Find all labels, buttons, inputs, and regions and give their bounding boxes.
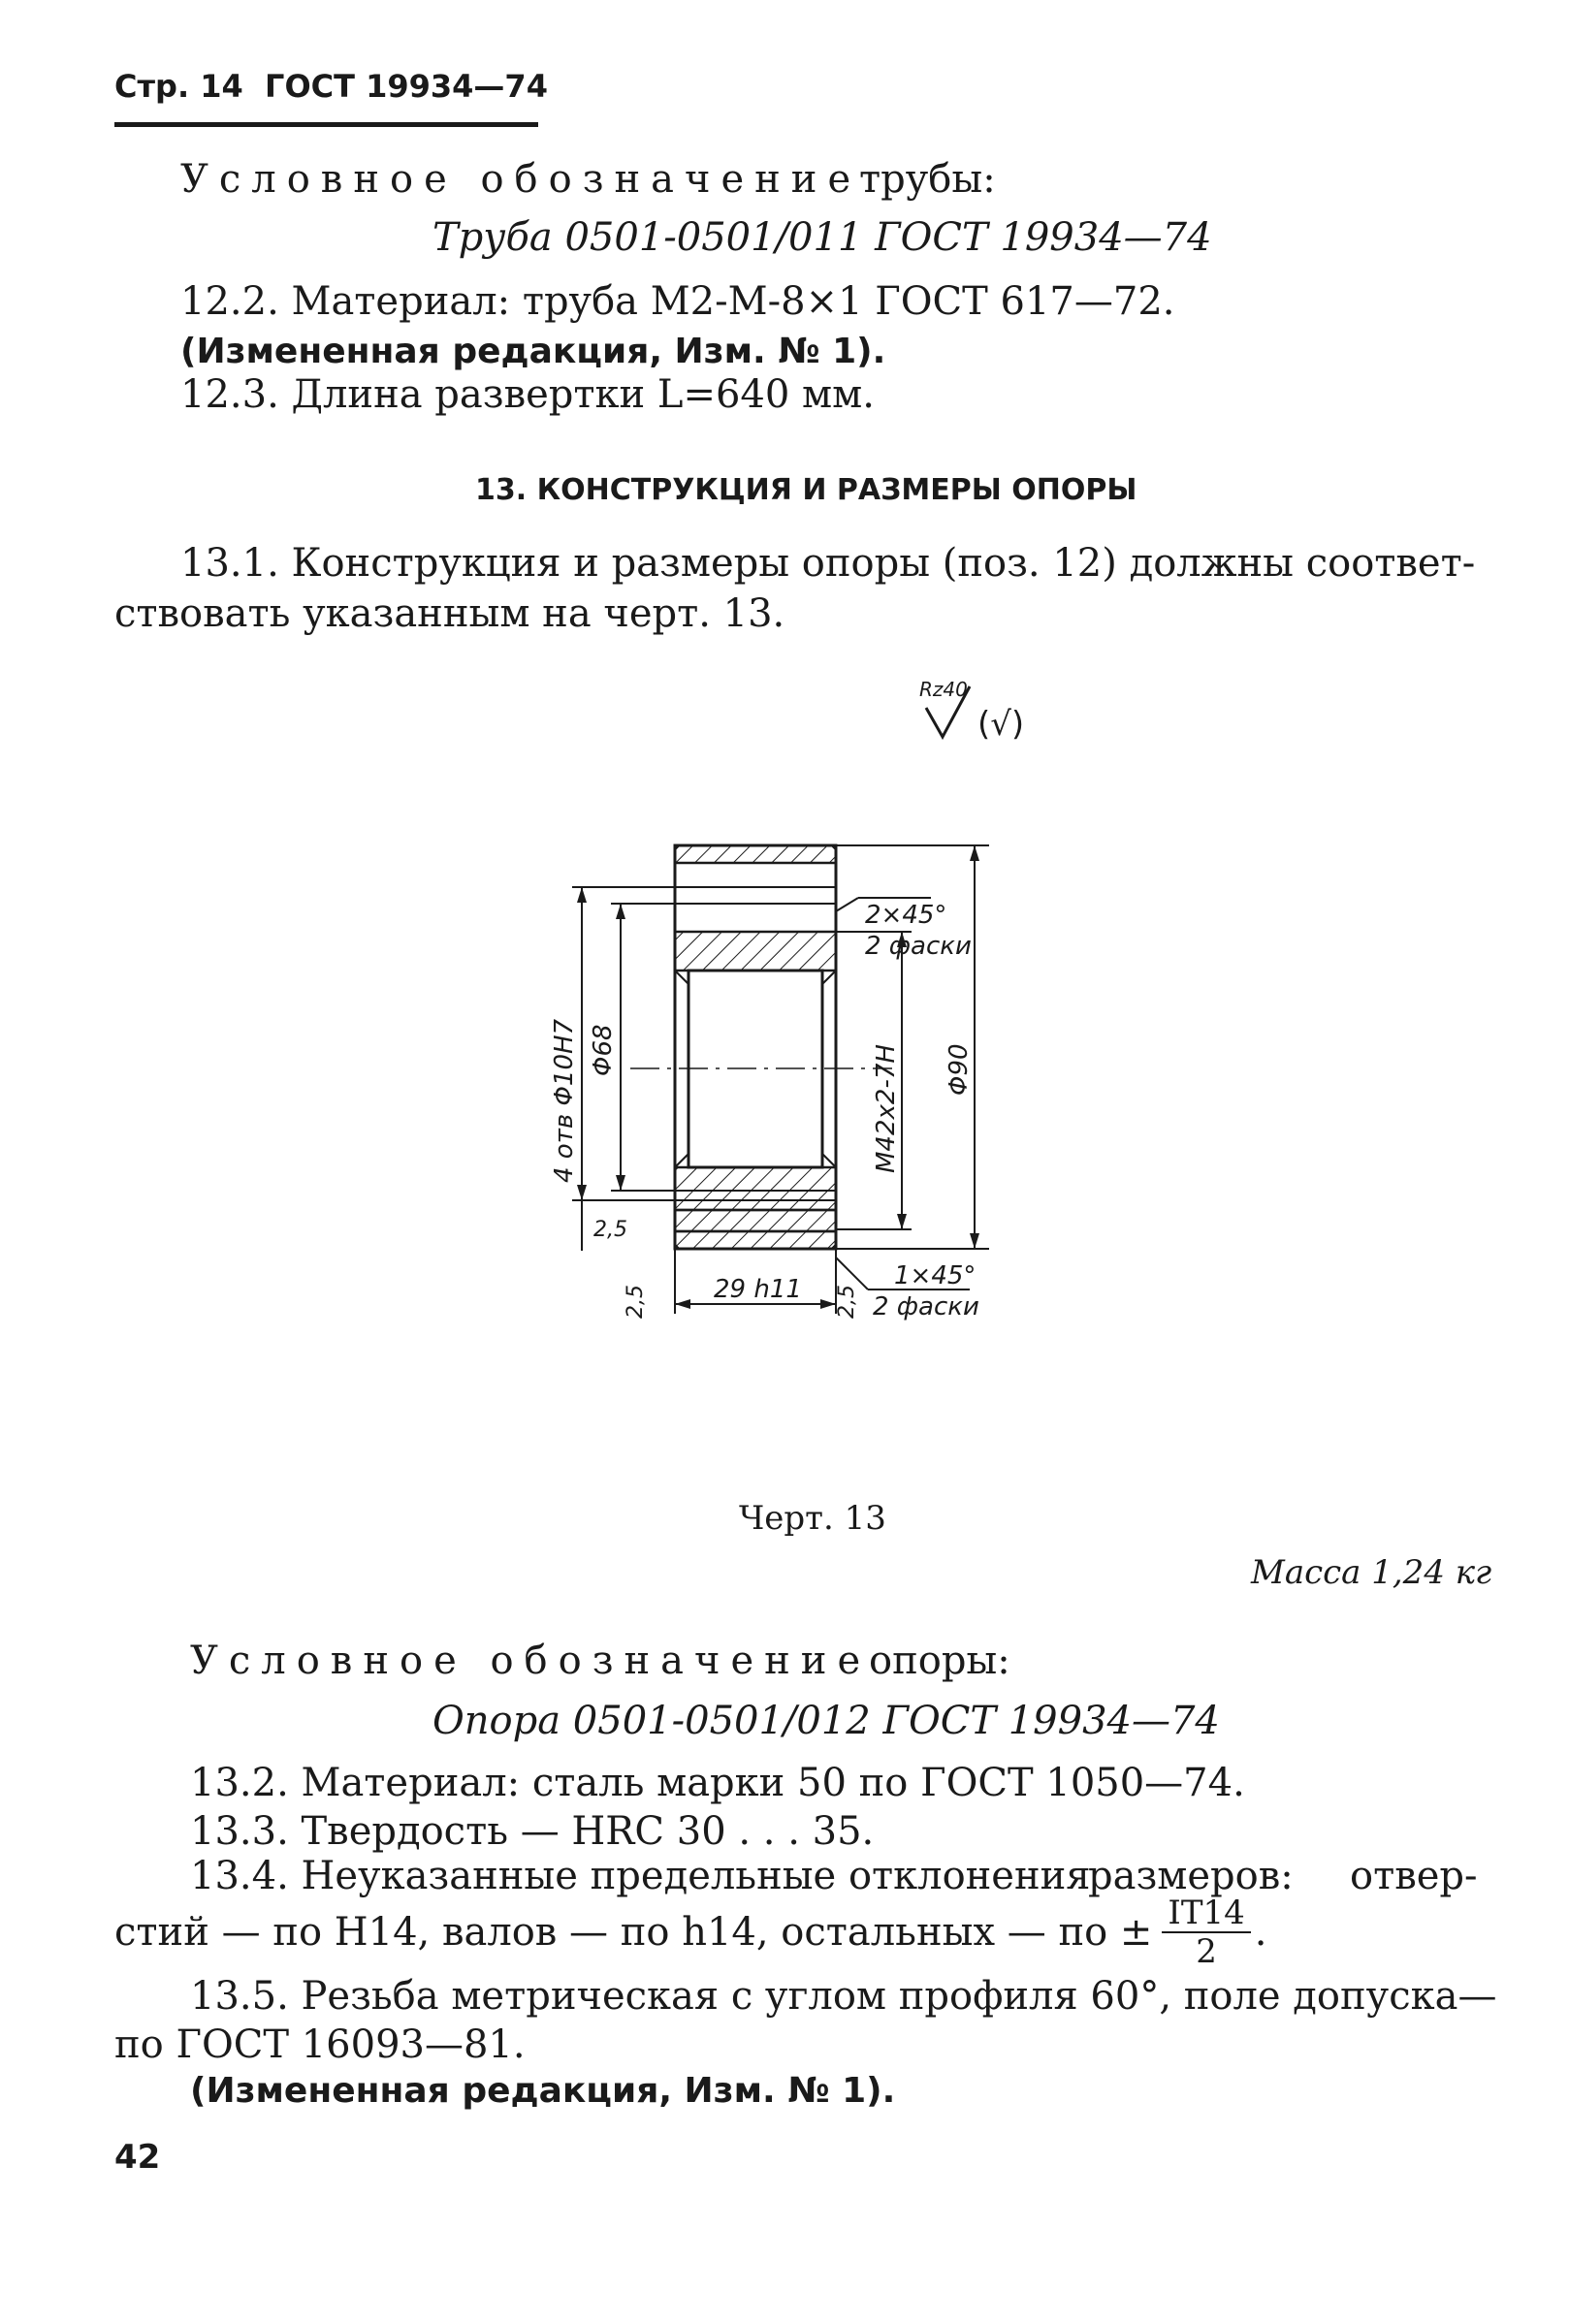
para-13-4-line2: стий — по H14, валов — по h14, остальных — по ± $\frac{IT14}{2}$ .: [114, 1894, 1267, 1971]
chamfer-top-size: 2×45°: [865, 901, 947, 930]
part-section: [630, 845, 892, 1249]
para-13-4-text: стий — по H14, валов — по h14, остальных — по ±: [114, 1910, 1153, 1955]
roughness-label: Rz40: [919, 678, 968, 701]
dim-2-5-right: 2,5: [835, 1285, 859, 1319]
para-13-1-line2: ствовать указанным на черт. 13.: [114, 591, 785, 636]
dim-thread: М42х2-7Н: [872, 1044, 901, 1173]
section-13-heading: 13. КОНСТРУКЦИЯ И РАЗМЕРЫ ОПОРЫ: [475, 473, 1137, 507]
page-header: [114, 68, 548, 105]
header-page-label: Стр. 14: [114, 68, 243, 105]
header-standard: ГОСТ 19934—74: [265, 68, 548, 105]
tolerance-fraction: [1162, 1894, 1250, 1971]
para-13-2: 13.2. Материал: сталь марки 50 по ГОСТ 1050—74.: [190, 1761, 1245, 1805]
amendment-note-12: (Измененная редакция, Изм. № 1).: [180, 332, 886, 371]
para-13-1-line1: 13.1. Конструкция и размеры опоры (поз. 12) должны соответ-: [180, 541, 1476, 586]
designation-label-12: Условное обозначение: [180, 157, 862, 202]
dim-phi68: Φ68: [589, 1024, 618, 1076]
dim-holes: 4 отв Φ10H7: [550, 1018, 579, 1183]
para-13-5-line1: 13.5. Резьба метрическая с углом профиля 60°, поле допуска—: [190, 1974, 1497, 2019]
amendment-note-13: (Измененная редакция, Изм. № 1).: [190, 2071, 896, 2111]
chamfer-top-count: 2 фаски: [865, 932, 972, 961]
dim-2-5-left: 2,5: [624, 1285, 648, 1319]
designation-object-12: трубы:: [859, 157, 996, 202]
para-13-4-line1a: 13.4. Неуказанные предельные отклонения: [190, 1854, 1091, 1898]
para-13-3: 13.3. Твердость — HRC 30 . . . 35.: [190, 1809, 875, 1854]
chamfer-bottom-count: 2 фаски: [873, 1292, 979, 1321]
dim-width: 29 h11: [714, 1275, 802, 1304]
dim-2-5-side: 2,5: [593, 1218, 627, 1242]
para-13-4-line1b: размеров:: [1088, 1854, 1294, 1898]
header-rule: [114, 122, 538, 127]
fraction-numerator: IT14: [1162, 1896, 1250, 1933]
drawing-caption: Черт. 13: [739, 1499, 886, 1538]
para-12-2: 12.2. Материал: труба М2-М-8×1 ГОСТ 617—72.: [180, 279, 1175, 324]
page-number: 42: [114, 2138, 161, 2177]
designation-object-13: опоры:: [869, 1639, 1010, 1683]
designation-value-13: Опора 0501-0501/012 ГОСТ 19934—74: [432, 1699, 1220, 1743]
designation-label-13: Условное обозначение: [190, 1639, 872, 1683]
drawing-13: [485, 669, 1086, 1474]
designation-value-12: Труба 0501-0501/011 ГОСТ 19934—74: [432, 215, 1212, 260]
para-13-4-line1c: отвер-: [1350, 1854, 1478, 1898]
fraction-denominator: 2: [1196, 1932, 1217, 1971]
para-13-5-line2: по ГОСТ 16093—81.: [114, 2022, 526, 2067]
para-12-3: 12.3. Длина развертки L=640 мм.: [180, 372, 875, 417]
mass-label: Масса 1,24 кг: [1251, 1553, 1492, 1592]
dim-phi90: Φ90: [945, 1043, 974, 1096]
roughness-other: (√): [977, 705, 1025, 744]
chamfer-bottom-size: 1×45°: [894, 1261, 977, 1290]
